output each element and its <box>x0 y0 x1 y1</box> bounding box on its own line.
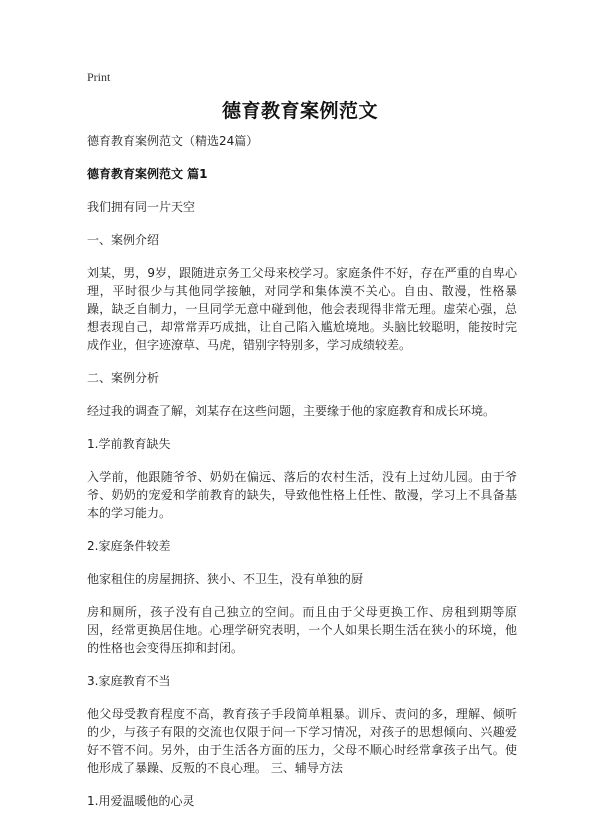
document-body <box>87 132 517 825</box>
paragraph-case-intro: 刘某，男，9岁，跟随进京务工父母来校学习。家庭条件不好，存在严重的自卑心理，平时很少与其他同学接触，对同学和集体漠不关心。自由、散漫，性格暴躁，缺乏自制力，一旦同学无意中碰到他，他会表现得非常无理。虚荣心强，总想表现自己，却常常弄巧成拙，让自己陷入尴尬境地。头脑比较聪明，能按时完成作业，但字迹潦草、马虎，错别字特别多，学习成绩较差。 <box>87 266 517 352</box>
paragraph-housing-line: 他家租住的房屋拥挤、狭小、不卫生，没有单独的厨 <box>87 572 364 586</box>
paragraph-analysis-summary: 经过我的调查了解，刘某存在这些问题，主要缘于他的家庭教育和成长环境。 <box>87 404 496 418</box>
section-heading-intro: 一、案例介绍 <box>87 233 160 247</box>
article-heading: 德育教育案例范文 篇1 <box>87 167 208 181</box>
subheading-warm-heart: 1.用爱温暖他的心灵 <box>87 794 195 808</box>
subheading-family-education: 3.家庭教育不当 <box>87 674 171 688</box>
paragraph-theme: 我们拥有同一片天空 <box>87 200 196 214</box>
document-subtitle: 德育教育案例范文（精选24篇） <box>87 134 259 148</box>
document-title: 德育教育案例范文 <box>221 100 378 122</box>
print-link[interactable]: Print <box>87 70 111 84</box>
paragraph-preschool: 入学前，他跟随爷爷、奶奶在偏远、落后的农村生活，没有上过幼儿园。由于爷爷、奶奶的宠爱和学前教育的缺失，导致他性格上任性、散漫，学习上不具备基本的学习能力。 <box>87 470 517 520</box>
paragraph-family-education: 他父母受教育程度不高，教育孩子手段简单粗暴。训斥、责问的多，理解、倾听的少，与孩子有限的交流也仅限于问一下学习情况，对孩子的思想倾向、兴趣爱好不管不问。另外，由于生活各方面的压力，父母不顺心时经常拿孩子出气。使他形成了暴躁、反叛的不良心理。 三、辅导方法 <box>87 707 517 775</box>
subheading-preschool: 1.学前教育缺失 <box>87 437 171 451</box>
subheading-family-conditions: 2.家庭条件较差 <box>87 539 171 553</box>
paragraph-housing: 房和厕所，孩子没有自己独立的空间。而且由于父母更换工作、房租到期等原因，经常更换居住地。心理学研究表明，一个人如果长期生活在狭小的环境，他的性格也会变得压抑和封闭。 <box>87 605 517 655</box>
section-heading-analysis: 二、案例分析 <box>87 371 160 385</box>
